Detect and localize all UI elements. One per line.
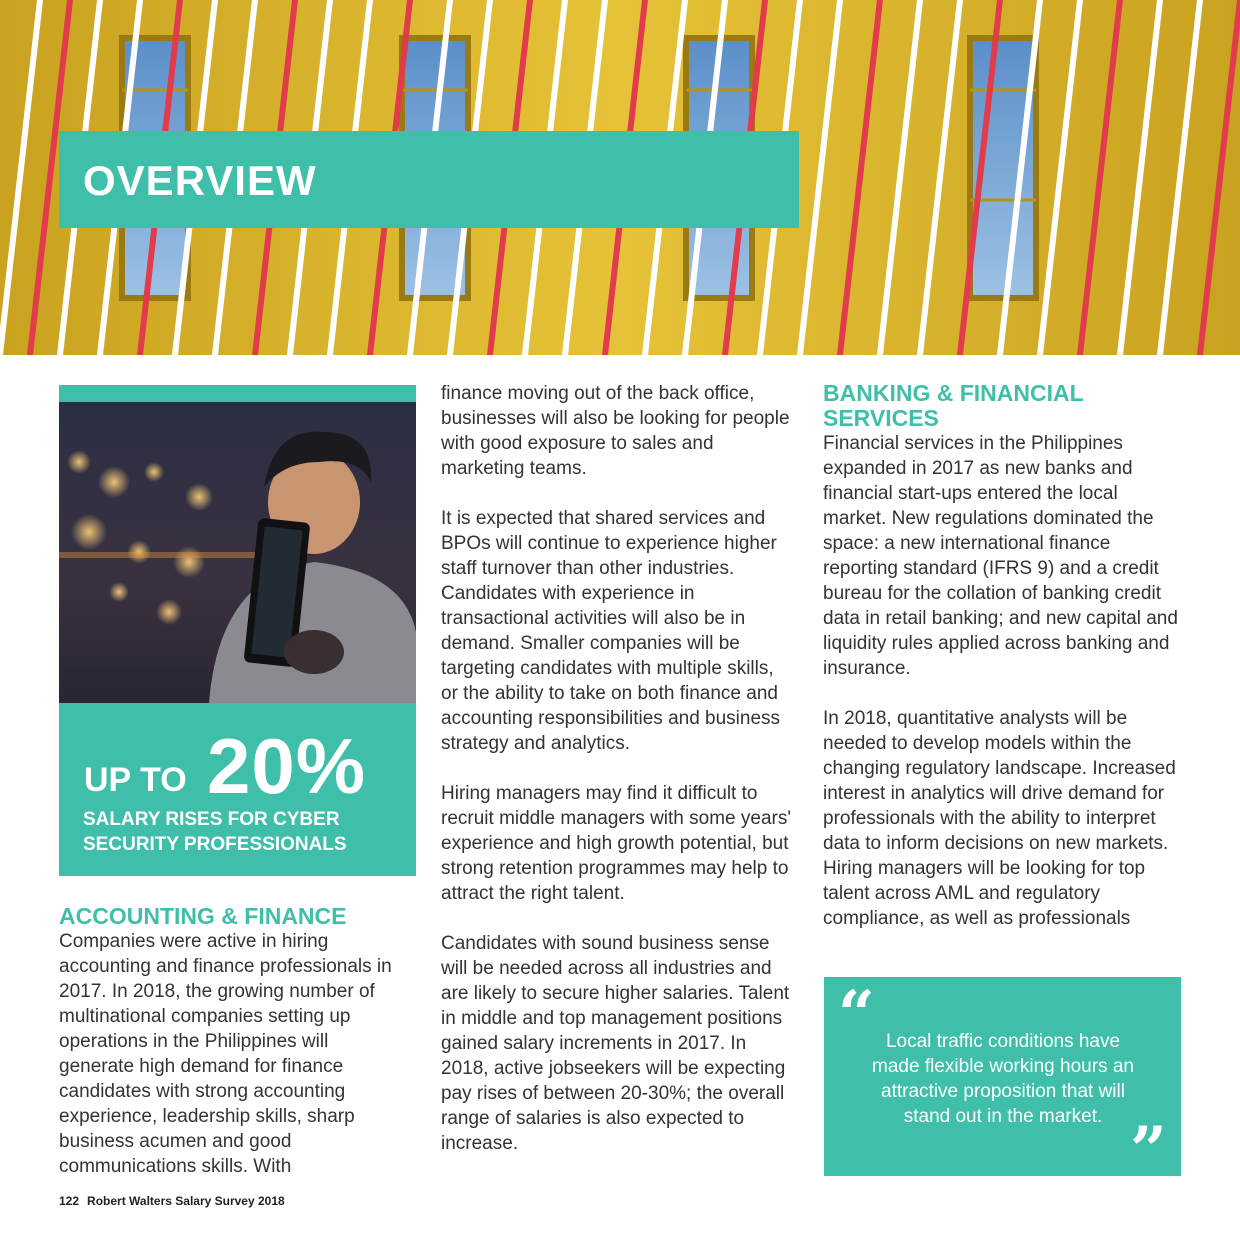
accounting-paragraph: Companies were active in hiring accounting and finance professionals in 2017. In 2018, the growing number of multinational companies setting up operations in the Philippines will generate high demand for finance candidates with strong accounting experience, leadership skills, sharp business acumen and good communications skills. With xyxy=(59,931,392,1177)
pull-quote xyxy=(824,977,1181,1188)
page-footer xyxy=(59,1194,293,1208)
banking-heading: BANKING & FINANCIAL SERVICES xyxy=(823,380,1084,431)
middle-paragraph-1: finance moving out of the back office, businesses will also be looking for people with good exposure to sales and marketing teams. xyxy=(441,383,790,479)
salary-stat-box xyxy=(59,703,416,876)
middle-paragraph-2: It is expected that shared services and BPOs will continue to experience higher staff turnover than other industries. Candidates with experience in transactional activities will also be in demand. Smaller companies will be targeting candidates with multiple skills, or the ability to take on both finance and accounting responsibilities and business strategy and analytics. xyxy=(441,508,781,754)
stat-prefix: UP TO xyxy=(84,761,187,799)
accounting-heading: ACCOUNTING & FINANCE xyxy=(59,903,347,929)
stat-value: 20% xyxy=(207,722,367,810)
title-band xyxy=(59,131,799,228)
banking-paragraph-1: Financial services in the Philippines expanded in 2017 as new banks and financial start-ups entered the local market. New regulations dominated the space: a new international finance reporting standard (IFRS 9) and a credit bureau for the collation of banking credit data in retail banking; and new capital and liquidity rules applied across banking and insurance. xyxy=(823,433,1178,679)
quote-text: Local traffic conditions have made flexible working hours an attractive proposition that will stand out in the market. xyxy=(872,1031,1134,1127)
person-with-tablet-photo xyxy=(59,402,416,703)
open-quote-icon: “ xyxy=(838,977,875,1052)
hero-banner xyxy=(0,0,1240,355)
stat-caption: SALARY RISES FOR CYBER SECURITY PROFESSIONALS xyxy=(83,809,347,855)
middle-paragraph-3: Hiring managers may find it difficult to recruit middle managers with some years' experience and high growth potential, but strong retention programmes may help to attract the right talent. xyxy=(441,783,791,904)
middle-paragraph-4: Candidates with sound business sense will be needed across all industries and are likely to secure higher salaries. Talent in middle and top management positions gained salary increments in 2017. In 2018, active jobseekers will be expecting pay rises of between 20-30%; the overall range of salaries is also expected to increase. xyxy=(441,933,790,1154)
middle-column xyxy=(441,381,791,1156)
publication-name: Robert Walters Salary Survey 2018 xyxy=(87,1194,285,1208)
photo-top-strip xyxy=(59,385,416,402)
banking-section xyxy=(823,381,1183,931)
page-title: OVERVIEW xyxy=(83,157,317,204)
accounting-section xyxy=(59,904,399,1179)
banking-paragraph-2: In 2018, quantitative analysts will be needed to develop models within the changing regulatory landscape. Increased interest in analytics will drive demand for professionals with the ability to interpret data to inform decisions on new markets. Hiring managers will be looking for top talent across AML and regulatory compliance, as well as professionals xyxy=(823,708,1176,929)
close-quote-icon: ” xyxy=(1130,1113,1167,1188)
page-number: 122 xyxy=(59,1194,80,1208)
